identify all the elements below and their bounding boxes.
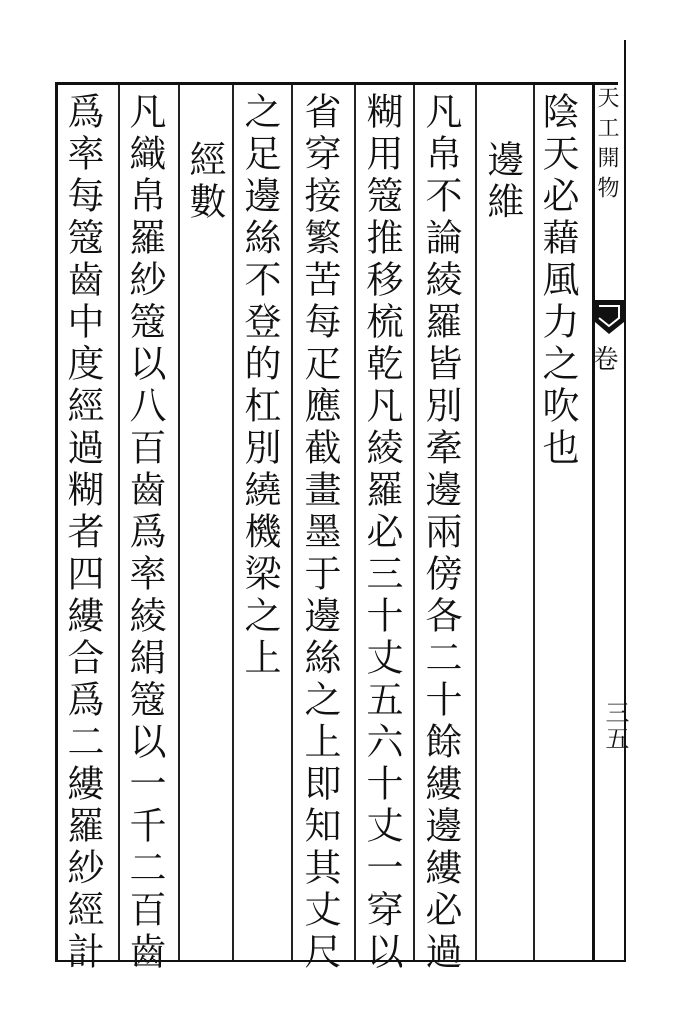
column-rule [291, 85, 293, 960]
margin-title: 天工開物 [594, 86, 619, 206]
margin-volume: 卷 [588, 345, 618, 379]
column-rule [354, 85, 356, 960]
frame-outer-right-border [624, 40, 626, 962]
section-heading-jing-shu: 經數 [183, 140, 226, 224]
page-number: 三五 [601, 700, 629, 752]
text-column-4: 糊用簆推移梳乾凡綾羅必三十丈五六十丈一穿以 [360, 92, 403, 974]
column-rule [232, 85, 234, 960]
frame-left-border [55, 82, 58, 962]
text-column-6: 之足邊絲不登的杠別繞機梁之上 [238, 92, 281, 680]
text-column-1: 陰天必藉風力之吹也 [536, 92, 579, 470]
column-rule [118, 85, 120, 960]
text-column-5: 省穿接繁苦每疋應截畫墨于邊絲之上即知其丈尺 [298, 92, 341, 974]
text-column-9: 爲率每簆齒中度經過糊者四縷合爲二縷羅紗經計 [61, 92, 104, 974]
column-rule [413, 85, 415, 960]
text-column-8: 凡織帛羅紗簆以八百齒爲率綾絹簆以一千二百齒 [123, 92, 166, 974]
fishtail-mark [595, 300, 624, 334]
column-rule [178, 85, 180, 960]
frame-right-border [592, 82, 595, 962]
section-heading-bian-wei: 邊維 [481, 140, 524, 224]
text-column-3: 凡帛不論綾羅皆別牽邊兩傍各二十餘縷邊縷必過 [419, 92, 462, 974]
column-rule [533, 85, 535, 960]
column-rule [475, 85, 477, 960]
